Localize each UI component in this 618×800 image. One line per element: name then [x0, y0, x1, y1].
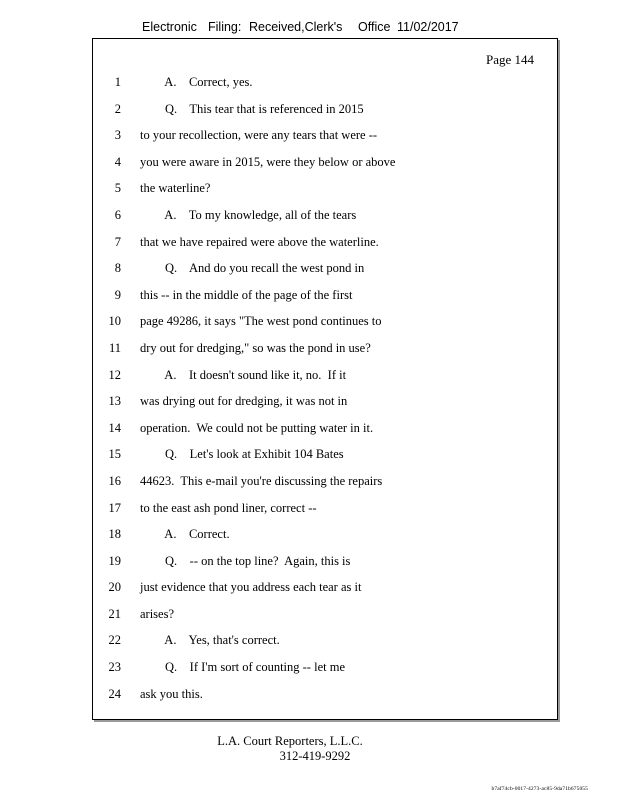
- line-number: 8: [114, 261, 121, 276]
- line-number: 24: [108, 686, 121, 701]
- line-number: 11: [108, 340, 121, 355]
- line-text: operation. We could not be putting water in it.: [140, 420, 374, 435]
- line-text: A. Correct.: [140, 527, 230, 542]
- line-text: that we have repaired were above the waterline.: [140, 234, 379, 249]
- stamp-office: Office: [358, 20, 391, 34]
- transcript-line: [93, 553, 557, 580]
- line-number: 21: [108, 606, 121, 621]
- transcript-line: [93, 340, 557, 367]
- transcript-line: [93, 606, 557, 633]
- line-number: 22: [108, 633, 121, 648]
- transcript-line: [93, 101, 557, 128]
- line-text: Q. If I'm sort of counting -- let me: [140, 660, 345, 675]
- line-number: 6: [114, 207, 121, 222]
- page-number: Page 144: [485, 52, 534, 67]
- line-text: Q. Let's look at Exhibit 104 Bates: [140, 447, 344, 462]
- transcript-line: [93, 207, 557, 234]
- line-number: 15: [108, 447, 121, 462]
- line-number: 20: [108, 580, 121, 595]
- reporter-name: L.A. Court Reporters, L.L.C.: [217, 734, 363, 748]
- line-text: A. To my knowledge, all of the tears: [140, 207, 357, 222]
- line-text: the waterline?: [140, 181, 211, 196]
- transcript-line: [93, 287, 557, 314]
- transcript-line: [93, 127, 557, 154]
- transcript-line: [93, 579, 557, 606]
- stamp-filing: Filing:: [208, 20, 242, 34]
- line-text: A. It doesn't sound like it, no. If it: [140, 367, 347, 382]
- transcript-line: [93, 74, 557, 101]
- line-text: page 49286, it says "The west pond continues to: [140, 314, 382, 329]
- line-text: was drying out for dredging, it was not in: [140, 394, 348, 409]
- transcript-line: [93, 473, 557, 500]
- document-hash: b7af74cb-0017-4273-ac85-9da71b675055: [491, 786, 588, 792]
- line-text: to the east ash pond liner, correct --: [140, 500, 317, 515]
- transcript-line: [93, 686, 557, 713]
- transcript-line: [93, 526, 557, 553]
- line-number: 7: [114, 234, 121, 249]
- line-number: 9: [114, 287, 121, 302]
- line-text: dry out for dredging," so was the pond in use?: [140, 340, 371, 355]
- transcript-line: [93, 420, 557, 447]
- line-number: 23: [108, 660, 121, 675]
- stamp-date: 11/02/2017: [397, 20, 459, 34]
- transcript-line: [93, 659, 557, 686]
- line-text: arises?: [140, 606, 175, 621]
- line-number: 3: [114, 128, 121, 143]
- stamp-received: Received,Clerk's: [249, 20, 343, 34]
- line-number: 4: [114, 154, 121, 169]
- transcript-line: [93, 367, 557, 394]
- line-text: you were aware in 2015, were they below or above: [140, 154, 396, 169]
- line-number: 5: [114, 181, 121, 196]
- transcript-line: [93, 234, 557, 261]
- line-text: Q. This tear that is referenced in 2015: [140, 101, 364, 116]
- line-number: 17: [108, 500, 121, 515]
- line-number: 10: [108, 314, 121, 329]
- transcript-page: [92, 38, 558, 720]
- line-text: to your recollection, were any tears that were --: [140, 128, 378, 143]
- transcript-line: [93, 260, 557, 287]
- line-text: Q. And do you recall the west pond in: [140, 261, 365, 276]
- line-text: 44623. This e-mail you're discussing the repairs: [140, 473, 383, 488]
- line-number: 18: [108, 527, 121, 542]
- transcript-line: [93, 180, 557, 207]
- stamp-electronic: Electronic: [142, 20, 197, 34]
- line-text: ask you this.: [140, 686, 203, 701]
- line-number: 13: [108, 394, 121, 409]
- transcript-line: [93, 393, 557, 420]
- line-text: this -- in the middle of the page of the first: [140, 287, 353, 302]
- transcript-line: [93, 500, 557, 527]
- transcript-lines: [93, 74, 557, 712]
- transcript-line: [93, 313, 557, 340]
- transcript-line: [93, 154, 557, 181]
- filing-stamp: [0, 20, 618, 38]
- line-number: 2: [114, 101, 121, 116]
- line-text: just evidence that you address each tear as it: [140, 580, 362, 595]
- line-number: 12: [108, 367, 121, 382]
- line-text: A. Correct, yes.: [140, 75, 253, 89]
- reporter-phone: 312-419-9292: [279, 749, 351, 763]
- transcript-line: [93, 446, 557, 473]
- line-number: 16: [108, 473, 121, 488]
- line-text: A. Yes, that's correct.: [140, 633, 280, 648]
- line-number: 1: [114, 75, 121, 89]
- line-number: 14: [108, 420, 121, 435]
- line-text: Q. -- on the top line? Again, this is: [140, 553, 351, 568]
- line-number: 19: [108, 553, 121, 568]
- transcript-line: [93, 632, 557, 659]
